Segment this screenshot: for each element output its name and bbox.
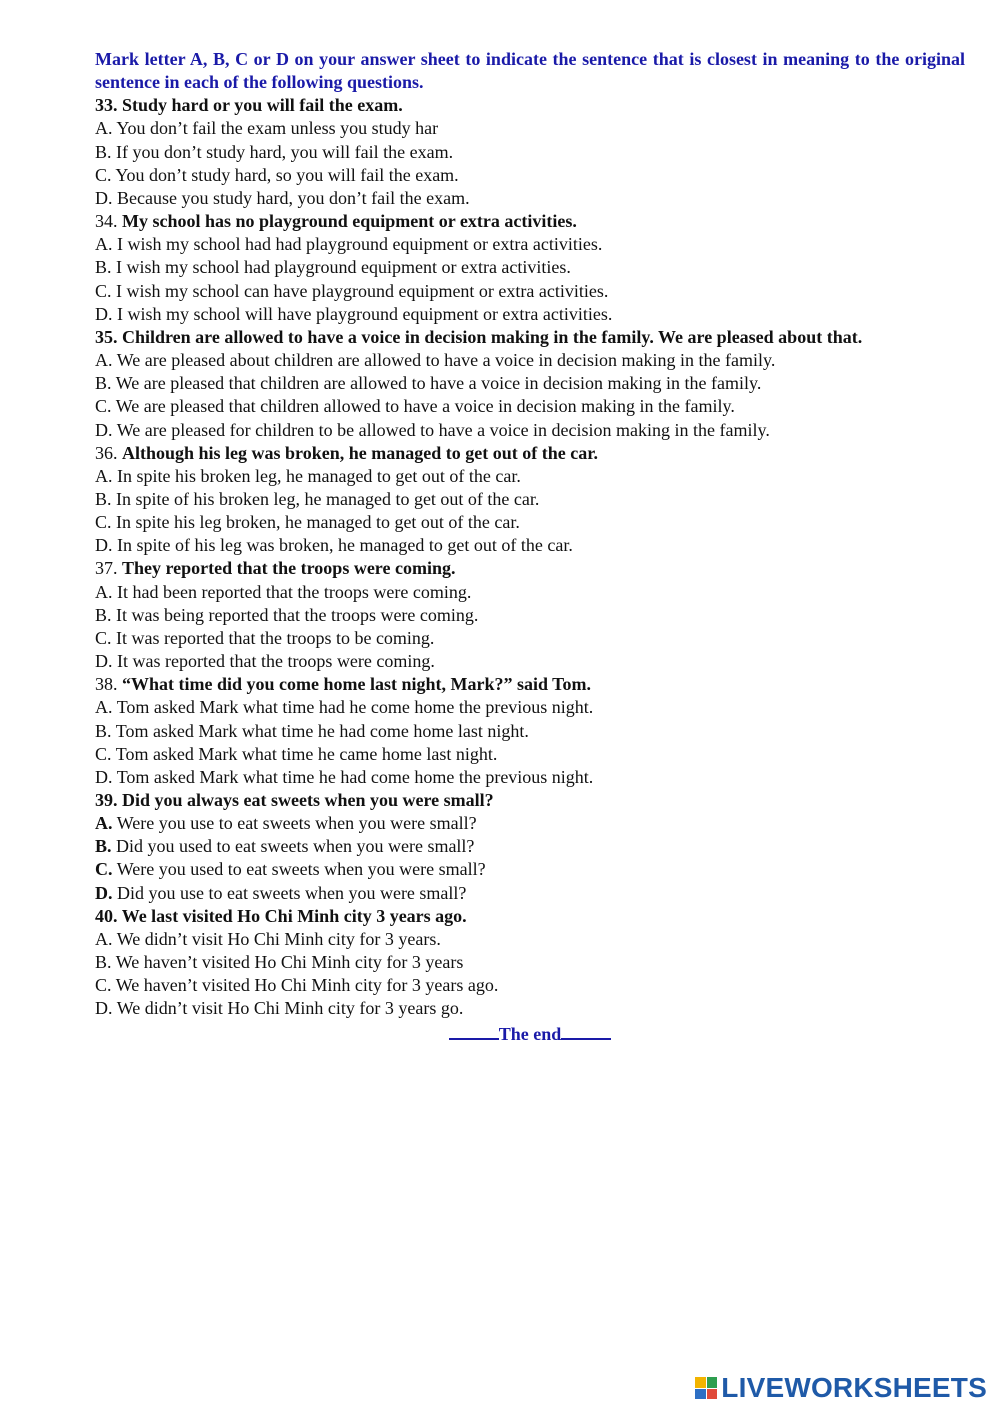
option-label: A. [95, 697, 113, 718]
option-label: D. [95, 651, 113, 672]
answer-option-b[interactable] [95, 720, 965, 743]
answer-option-d[interactable] [95, 766, 965, 789]
end-marker [95, 1021, 965, 1046]
option-text: You don’t fail the exam unless you study har [116, 118, 439, 139]
answer-option-b[interactable] [95, 141, 965, 164]
question-stem [95, 673, 965, 696]
question-stem [95, 442, 965, 465]
question-block [95, 442, 965, 558]
answer-option-a[interactable] [95, 117, 965, 140]
answer-option-b[interactable] [95, 835, 965, 858]
question-stem [95, 905, 965, 928]
option-text: It was being reported that the troops were coming. [116, 604, 479, 625]
question-text: Did you always eat sweets when you were small? [122, 790, 494, 810]
question-number: 37. [95, 558, 118, 579]
answer-option-d[interactable] [95, 997, 965, 1020]
option-text: Tom asked Mark what time he came home last night. [115, 743, 498, 764]
option-text: Did you used to eat sweets when you were small? [116, 836, 475, 857]
answer-option-b[interactable] [95, 951, 965, 974]
question-text: Although his leg was broken, he managed to get out of the car. [122, 442, 599, 463]
question-number: 33. [95, 95, 118, 116]
answer-option-b[interactable] [95, 372, 965, 395]
question-stem [95, 789, 965, 812]
answer-option-a[interactable] [95, 233, 965, 256]
question-number: 38. [95, 674, 118, 695]
answer-option-c[interactable] [95, 280, 965, 303]
answer-option-d[interactable] [95, 187, 965, 210]
option-label: C. [95, 859, 113, 880]
end-rule-right [561, 1021, 611, 1040]
option-text: In spite of his leg was broken, he managed to get out of the car. [117, 535, 573, 556]
answer-option-a[interactable] [95, 696, 965, 719]
option-text: We didn’t visit Ho Chi Minh city for 3 years go. [116, 998, 464, 1019]
option-label: C. [95, 627, 112, 648]
question-list [95, 94, 965, 1020]
answer-option-c[interactable] [95, 395, 965, 418]
option-text: Because you study hard, you don’t fail the exam. [117, 187, 470, 208]
option-text: It had been reported that the troops were coming. [117, 581, 472, 602]
option-text: It was reported that the troops to be coming. [116, 627, 435, 648]
option-label: D. [95, 882, 113, 903]
question-block [95, 210, 965, 326]
option-label: B. [95, 373, 112, 394]
option-label: A. [95, 465, 113, 486]
liveworksheets-logo-icon [695, 1377, 717, 1399]
option-text: In spite his leg broken, he managed to get out of the car. [116, 512, 520, 533]
option-text: We didn’t visit Ho Chi Minh city for 3 years. [116, 928, 441, 949]
option-text: We are pleased that children are allowed to have a voice in decision making in the family. [115, 373, 762, 394]
answer-option-d[interactable] [95, 419, 965, 442]
option-text: Tom asked Mark what time he had come home the previous night. [116, 766, 594, 787]
option-text: Were you used to eat sweets when you were small? [116, 859, 486, 880]
option-text: In spite of his broken leg, he managed to get out of the car. [116, 488, 540, 509]
option-label: D. [95, 419, 113, 440]
question-text: My school has no playground equipment or extra activities. [122, 211, 577, 232]
option-label: B. [95, 257, 112, 278]
question-block [95, 557, 965, 673]
question-number: 35. [95, 326, 118, 347]
answer-option-c[interactable] [95, 511, 965, 534]
question-block [95, 326, 965, 442]
option-label: A. [95, 350, 113, 371]
option-text: I wish my school will have playground equipment or extra activities. [117, 303, 613, 324]
answer-option-c[interactable] [95, 858, 965, 881]
option-text: Did you use to eat sweets when you were small? [117, 882, 467, 903]
answer-option-c[interactable] [95, 627, 965, 650]
answer-option-c[interactable] [95, 974, 965, 997]
option-text: We are pleased that children allowed to have a voice in decision making in the family. [115, 396, 735, 417]
option-text: In spite his broken leg, he managed to get out of the car. [117, 465, 521, 486]
option-text: Tom asked Mark what time he had come home last night. [115, 720, 529, 741]
question-text: Children are allowed to have a voice in decision making in the family. We are pleased about that. [122, 326, 863, 347]
question-block [95, 94, 965, 210]
answer-option-c[interactable] [95, 164, 965, 187]
option-label: D. [95, 766, 113, 787]
brand-name: LIVEWORKSHEETS [721, 1372, 987, 1403]
answer-option-d[interactable] [95, 882, 965, 905]
option-label: C. [95, 512, 112, 533]
question-text: Study hard or you will fail the exam. [122, 95, 403, 116]
option-text: We haven’t visited Ho Chi Minh city for 3 years ago. [115, 975, 499, 996]
question-number: 34. [95, 211, 118, 232]
option-text: Tom asked Mark what time had he come home the previous night. [116, 697, 594, 718]
option-text: You don’t study hard, so you will fail the exam. [115, 164, 459, 185]
question-stem [95, 326, 965, 349]
question-stem [95, 210, 965, 233]
option-label: C. [95, 975, 112, 996]
brand-footer [695, 1370, 987, 1406]
question-number: 40. [95, 905, 118, 926]
answer-option-b[interactable] [95, 256, 965, 279]
question-stem [95, 557, 965, 580]
option-label: A. [95, 928, 113, 949]
option-text: We haven’t visited Ho Chi Minh city for 3 years [115, 952, 464, 973]
option-text: I wish my school can have playground equipment or extra activities. [116, 280, 609, 301]
option-text: If you don’t study hard, you will fail the exam. [116, 141, 454, 162]
option-label: A. [95, 581, 113, 602]
option-label: B. [95, 488, 112, 509]
option-text: I wish my school had had playground equipment or extra activities. [117, 234, 603, 255]
answer-option-d[interactable] [95, 650, 965, 673]
option-label: C. [95, 280, 112, 301]
instruction-text: Mark letter A, B, C or D on your answer sheet to indicate the sentence that is closest in meaning to the original sentence in each of the following questions. [95, 49, 965, 93]
option-label: C. [95, 396, 112, 417]
answer-option-a[interactable] [95, 465, 965, 488]
answer-option-a[interactable] [95, 349, 965, 372]
question-stem [95, 94, 965, 117]
question-block [95, 789, 965, 905]
option-text: It was reported that the troops were coming. [117, 651, 435, 672]
option-label: D. [95, 303, 113, 324]
option-label: B. [95, 720, 112, 741]
option-label: A. [95, 234, 113, 255]
end-rule-left [449, 1021, 499, 1040]
option-label: B. [95, 952, 112, 973]
option-label: D. [95, 187, 113, 208]
option-label: A. [95, 813, 113, 834]
option-text: We are pleased for children to be allowed to have a voice in decision making in the family. [116, 419, 770, 440]
option-label: B. [95, 604, 112, 625]
question-number: 39. [95, 790, 118, 810]
option-text: Were you use to eat sweets when you were small? [116, 813, 477, 834]
option-label: C. [95, 164, 112, 185]
option-label: A. [95, 118, 113, 139]
answer-option-d[interactable] [95, 303, 965, 326]
question-block [95, 673, 965, 789]
end-text: The end [498, 1023, 562, 1044]
option-text: We are pleased about children are allowed to have a voice in decision making in the family. [116, 350, 776, 371]
question-block [95, 905, 965, 1021]
question-text: They reported that the troops were coming. [122, 558, 456, 579]
question-text: “What time did you come home last night, Mark?” said Tom. [122, 674, 592, 695]
answer-option-b[interactable] [95, 488, 965, 511]
option-label: B. [95, 836, 112, 857]
answer-option-a[interactable] [95, 812, 965, 835]
answer-option-a[interactable] [95, 581, 965, 604]
answer-option-a[interactable] [95, 928, 965, 951]
option-label: C. [95, 743, 112, 764]
answer-option-c[interactable] [95, 743, 965, 766]
worksheet-page [95, 48, 965, 1046]
option-label: D. [95, 535, 113, 556]
question-number: 36. [95, 442, 118, 463]
answer-option-d[interactable] [95, 534, 965, 557]
option-label: B. [95, 141, 112, 162]
question-text: We last visited Ho Chi Minh city 3 years ago. [121, 905, 467, 926]
option-text: I wish my school had playground equipment or extra activities. [116, 257, 571, 278]
option-label: D. [95, 998, 113, 1019]
answer-option-b[interactable] [95, 604, 965, 627]
